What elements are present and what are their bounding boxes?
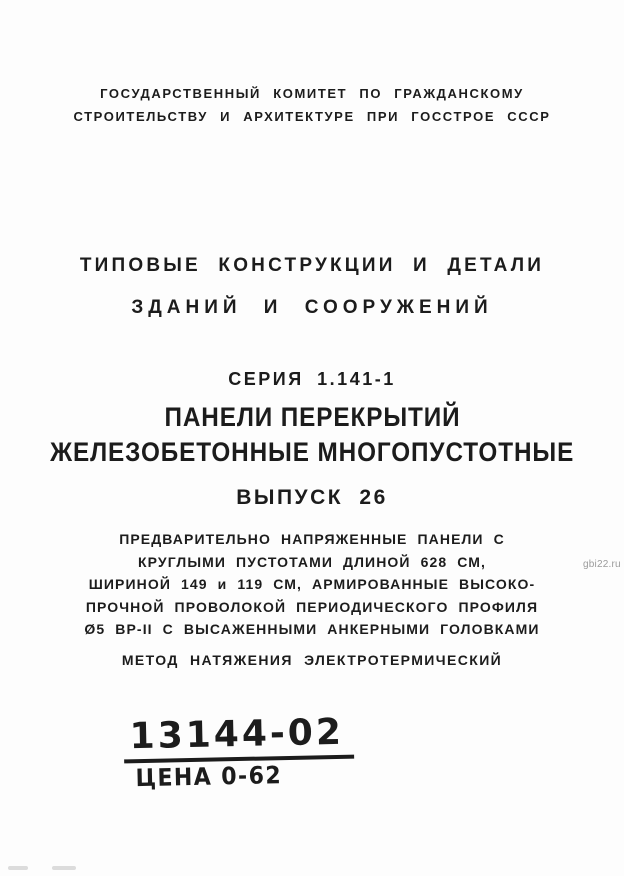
site-watermark: gbi22.ru (583, 559, 621, 570)
document-title-line1 (0, 402, 624, 433)
document-title-line2-text: ЖЕЛЕЗОБЕТОННЫЕ МНОГОПУСТОТНЫЕ (49, 437, 575, 467)
description-line: ШИРИНОЙ 149 и 119 СМ, АРМИРОВАННЫЕ ВЫСОКО- (88, 576, 536, 592)
document-title-line2 (0, 437, 624, 468)
description-paragraph (0, 528, 624, 641)
description-line: ПРЕДВАРИТЕЛЬНО НАПРЯЖЕННЫЕ ПАНЕЛИ С (119, 531, 505, 547)
stamp-price: ЦЕНА 0-62 (135, 761, 283, 793)
scan-artifact-smudge (8, 866, 28, 870)
section-heading-line2: ЗДАНИЙ И СООРУЖЕНИЙ (131, 297, 493, 318)
organization-name-line1: ГОСУДАРСТВЕННЫЙ КОМИТЕТ ПО ГРАЖДАНСКОМУ (100, 86, 524, 101)
section-heading-line1: ТИПОВЫЕ КОНСТРУКЦИИ И ДЕТАЛИ (79, 255, 545, 276)
scan-artifact-smudge (52, 866, 76, 870)
organization-name-line2: СТРОИТЕЛЬСТВУ И АРХИТЕКТУРЕ ПРИ ГОССТРОЕ СССР (73, 109, 551, 124)
issue-number: ВЫПУСК 26 (236, 486, 388, 509)
stamp-number: 13144-02 (123, 712, 354, 764)
price-stamp (123, 712, 355, 793)
series-number: СЕРИЯ 1.141-1 (228, 369, 396, 389)
description-line: КРУГЛЫМИ ПУСТОТАМИ ДЛИНОЙ 628 СМ, (138, 553, 486, 570)
document-title-line1-text: ПАНЕЛИ ПЕРЕКРЫТИЙ (163, 402, 461, 432)
tensioning-method-line: МЕТОД НАТЯЖЕНИЯ ЭЛЕКТРОТЕРМИЧЕСКИЙ (121, 652, 503, 668)
description-line: Ø5 ВР-II С ВЫСАЖЕННЫМИ АНКЕРНЫМИ ГОЛОВКАМИ (84, 621, 540, 637)
description-line: ПРОЧНОЙ ПРОВОЛОКОЙ ПЕРИОДИЧЕСКОГО ПРОФИЛЯ (85, 598, 539, 615)
